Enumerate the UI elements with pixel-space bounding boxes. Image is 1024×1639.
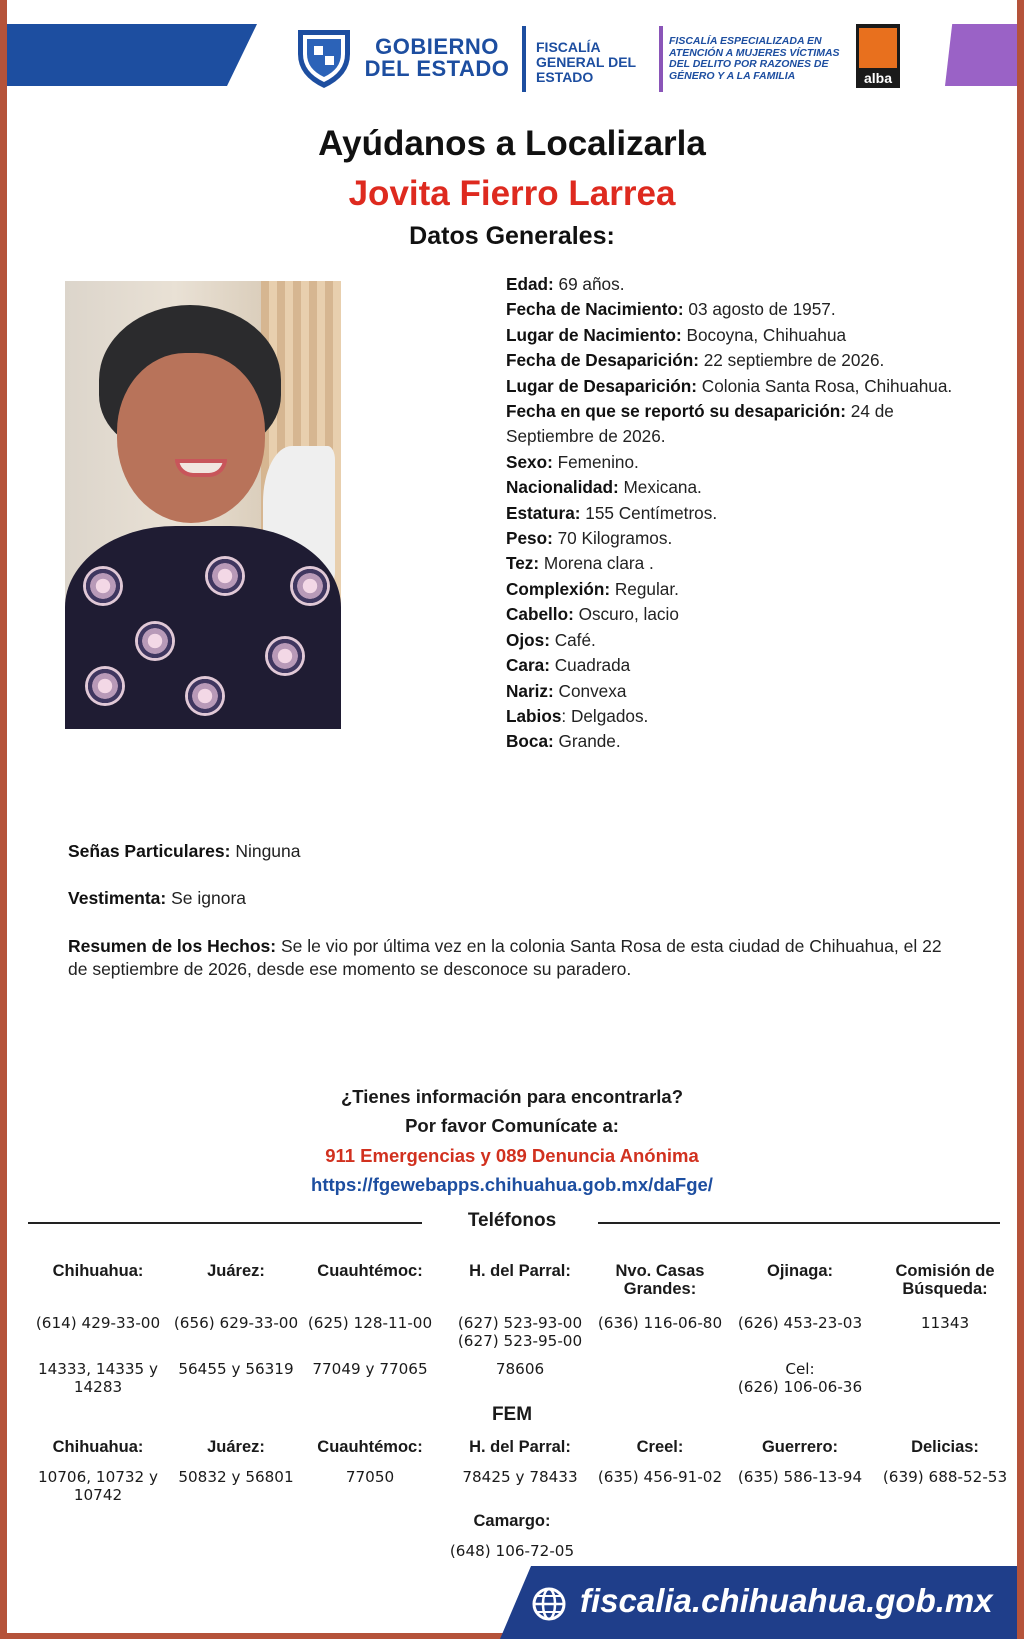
dato-row: Sexo: Femenino. [506,451,639,472]
telefonos-phone: (626) 453-23-03 [737,1314,863,1332]
dato-row: Lugar de Desaparición: Colonia Santa Rosa, Chihuahua. [506,375,953,396]
person-photo [65,281,341,729]
dato-row: Cabello: Oscuro, lacio [506,604,679,625]
dato-row: Edad: 69 años. [506,274,625,294]
dato-row: Fecha en que se reportó su desaparición: 24 de Septiembre de 2026. [506,401,894,447]
alba-logo-text: alba [863,70,892,86]
resumen-hechos: Resumen de los Hechos: Se le vio por última vez en la colonia Santa Rosa de esta ciudad de Chihuahua, el 22 de septiembre de 2026, desde ese momento se desconoce su paradero. [68,936,942,979]
telefonos-ext: 56455 y 56319 [178,1360,294,1378]
photo-face [117,353,265,523]
header-band-left [7,24,257,86]
dato-row: Cara: Cuadrada [506,655,631,676]
fem-value: 50832 y 56801 [178,1468,294,1486]
section-heading: Datos Generales: [409,222,615,250]
telefonos-phone: (636) 116-06-80 [597,1314,723,1332]
fem-header: Juárez: [207,1438,265,1456]
dato-row: Labios: Delgados. [506,705,649,726]
vestimenta: Vestimenta: Se ignora [68,888,247,908]
report-link[interactable]: https://fgewebapps.chihuahua.gob.mx/daFge/ [311,1174,713,1195]
telefonos-phone: 11343 [920,1314,970,1332]
photo-blouse [65,526,341,729]
dato-row: Peso: 70 Kilogramos. [506,528,673,549]
fem-header: Creel: [636,1438,684,1456]
dato-row: Lugar de Nacimiento: Bocoyna, Chihuahua [506,324,847,345]
header-divider [659,26,663,92]
senas-particulares: Señas Particulares: Ninguna [68,841,301,861]
telefonos-phone: (625) 128-11-00 [307,1314,433,1332]
dato-row: Fecha de Desaparición: 22 septiembre de 2026. [506,350,885,371]
fem-header: Cuauhtémoc: [317,1438,423,1456]
dato-row: Tez: Morena clara . [506,553,654,574]
footer-website[interactable]: fiscalia.chihuahua.gob.mx [580,1582,993,1619]
fem-value: 77050 [345,1468,395,1486]
fem-value: (648) 106-72-05 [449,1542,575,1560]
fem-value: (635) 456-91-02 [597,1468,723,1486]
dato-row: Nariz: Convexa [506,680,627,701]
telefonos-ext: 78606 [495,1360,545,1378]
datos-generales-list [506,272,976,755]
telefonos-header: Nvo. Casas Grandes: [615,1262,705,1298]
contact-question: ¿Tienes información para encontrarla? [341,1086,683,1107]
header-band-right [945,24,1017,86]
dato-row: Ojos: Café. [506,629,596,650]
fiscalia-logo-text: FISCALÍA GENERAL DEL ESTADO [536,39,636,85]
dato-row: Nacionalidad: Mexicana. [506,477,702,498]
telefonos-header: Juárez: [207,1262,265,1280]
telefonos-phone: (627) 523-93-00 (627) 523-95-00 [457,1314,583,1350]
alba-logo [856,24,900,88]
fem-value: 10706, 10732 y 10742 [37,1468,159,1504]
alba-figure-icon [859,28,897,68]
gobierno-logo-text: GOBIERNO DEL ESTADO [364,34,510,81]
fem-header: Delicias: [911,1438,979,1456]
fem-header: Chihuahua: [52,1438,144,1456]
telefonos-header: Cuauhtémoc: [317,1262,423,1280]
telefonos-ext: 14333, 14335 y 14283 [37,1360,159,1396]
dato-row: Complexión: Regular. [506,578,679,599]
telefonos-phone: (614) 429-33-00 [35,1314,161,1332]
telefonos-title: Teléfonos [467,1210,557,1231]
fem-title: FEM [491,1404,533,1425]
divider-line [598,1222,1000,1224]
state-shield-icon [294,24,354,90]
fem-value: (635) 586-13-94 [737,1468,863,1486]
telefonos-header: H. del Parral: [469,1262,571,1280]
globe-icon [531,1586,567,1622]
emergency-numbers: 911 Emergencias y 089 Denuncia Anónima [325,1145,699,1166]
contact-please: Por favor Comunícate a: [405,1115,619,1136]
dato-row: Fecha de Nacimiento: 03 agosto de 1957. [506,299,836,320]
telefonos-ext: Cel: (626) 106-06-36 [737,1360,863,1396]
dato-row: Estatura: 155 Centímetros. [506,502,718,523]
telefonos-header: Ojinaga: [766,1262,833,1280]
fem-header: Guerrero: [761,1438,839,1456]
poster-title: Ayúdanos a Localizarla [318,124,706,163]
fem-logo-text: FISCALÍA ESPECIALIZADA EN ATENCIÓN A MUJERES VÍCTIMAS DEL DELITO POR RAZONES DE GÉNERO Y A LA FAMILIA [669,35,840,82]
header-divider [522,26,526,92]
fem-header: Camargo: [473,1512,551,1530]
fem-value: (639) 688-52-53 [882,1468,1008,1486]
fem-value: 78425 y 78433 [462,1468,578,1486]
telefonos-ext: 77049 y 77065 [312,1360,428,1378]
telefonos-header: Comisión de Búsqueda: [895,1262,995,1298]
fem-header: H. del Parral: [469,1438,571,1456]
missing-person-name: Jovita Fierro Larrea [348,174,676,213]
telefonos-header: Chihuahua: [52,1262,144,1280]
telefonos-phone: (656) 629-33-00 [173,1314,299,1332]
dato-row: Boca: Grande. [506,731,621,752]
